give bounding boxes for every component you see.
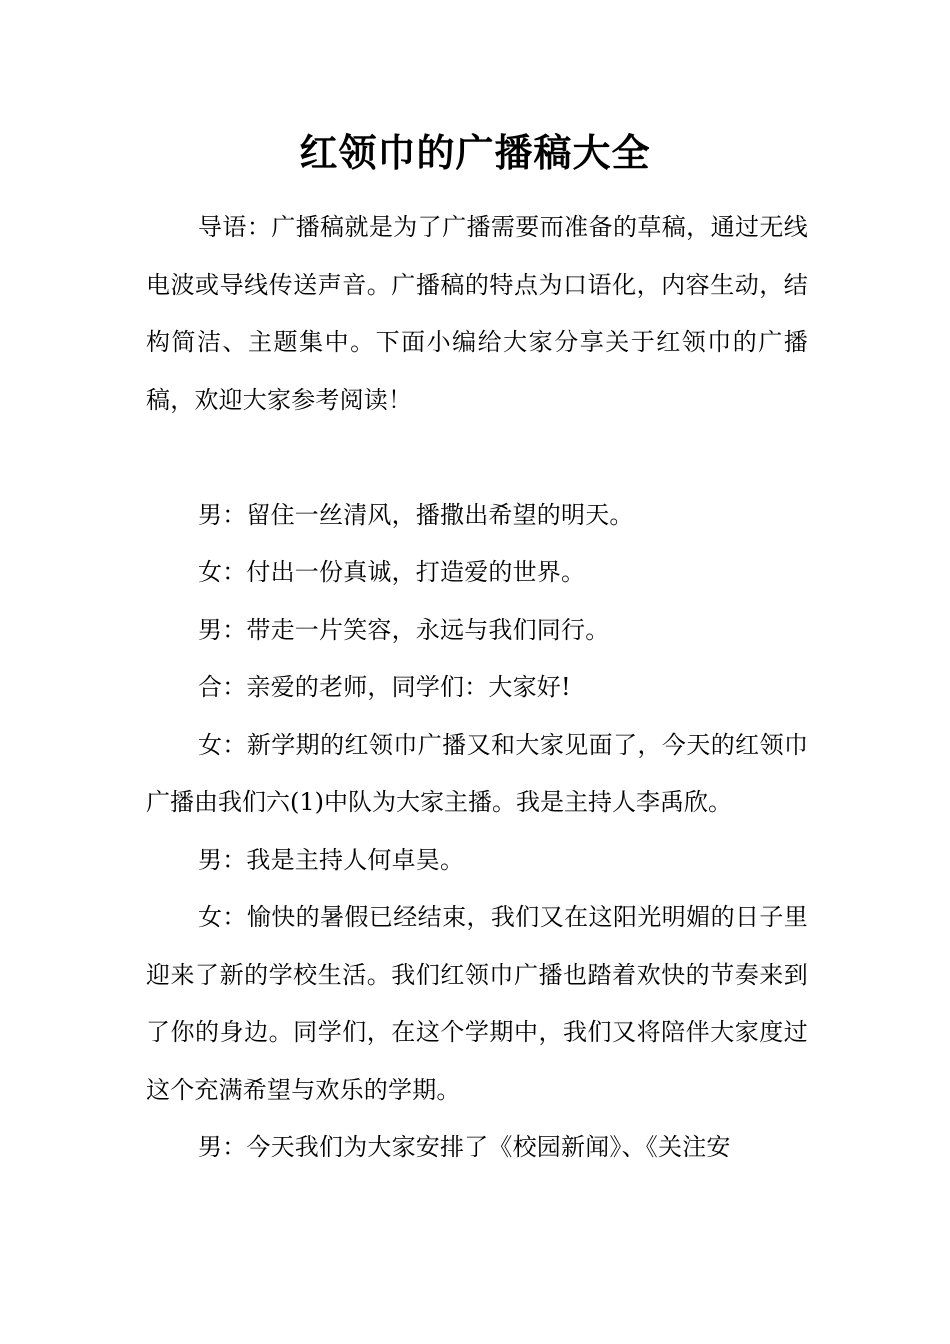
document-title: 红领巾的广播稿大全 — [299, 130, 651, 175]
script-line: 男：今天我们为大家安排了《校园新闻》、《关注安 — [198, 1133, 731, 1161]
script-line: 女：愉快的暑假已经结束，我们又在这阳光明媚的日子里迎来了新的学校生活。我们红领巾广播也踏着欢快的节奏来到了你的身边。同学们，在这个学期中，我们又将陪伴大家度过这个充满希望与欢乐的学期。 — [146, 903, 808, 1104]
script-line: 男：我是主持人何卓昊。 — [198, 845, 465, 874]
script-line: 女：付出一份真诚，打造爱的世界。 — [198, 558, 586, 586]
intro-paragraph: 导语：广播稿就是为了广播需要而准备的草稿，通过无线电波或导线传送声音。广播稿的特点为口语化，内容生动，结构简洁、主题集中。下面小编给大家分享关于红领巾的广播稿，欢迎大家参考阅读！ — [146, 213, 808, 414]
script-line: 女：新学期的红领巾广播又和大家见面了，今天的红领巾广播由我们六(1)中队为大家主播。我是主持人李禹欣。 — [146, 730, 808, 816]
script-line: 男：留住一丝清风，播撒出希望的明天。 — [198, 500, 634, 529]
paragraph-spacer — [146, 429, 808, 487]
document-body — [146, 199, 808, 1177]
script-line: 男：带走一片笑容，永远与我们同行。 — [198, 615, 610, 644]
script-line: 合：亲爱的老师，同学们：大家好! — [198, 673, 571, 701]
